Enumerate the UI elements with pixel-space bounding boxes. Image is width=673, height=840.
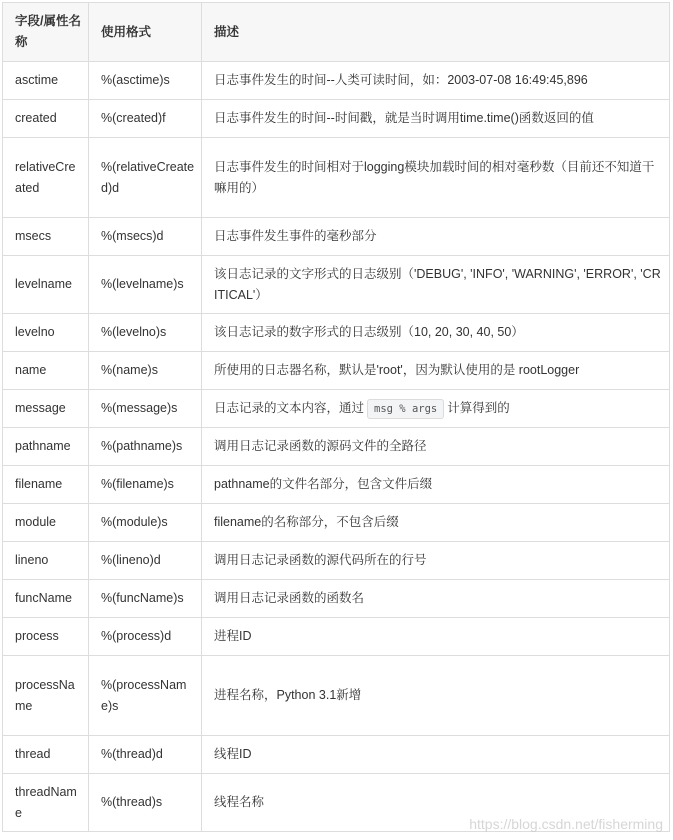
table-row (3, 352, 670, 390)
cell-format: %(msecs)d (89, 218, 202, 256)
table-row (3, 100, 670, 138)
cell-description: 所使用的日志器名称，默认是'root'，因为默认使用的是 rootLogger (202, 352, 670, 390)
cell-format: %(funcName)s (89, 580, 202, 618)
cell-name: threadName (3, 774, 89, 832)
cell-name: levelno (3, 314, 89, 352)
header-format: 使用格式 (89, 3, 202, 62)
cell-name: relativeCreated (3, 138, 89, 218)
cell-format: %(pathname)s (89, 428, 202, 466)
table-row (3, 774, 670, 832)
description-text: 日志记录的文本内容，通过 (214, 400, 365, 415)
cell-description: 日志事件发生的时间相对于logging模块加载时间的相对毫秒数（目前还不知道干嘛用的） (202, 138, 670, 218)
cell-name: module (3, 504, 89, 542)
cell-name: pathname (3, 428, 89, 466)
table-row (3, 256, 670, 314)
table-row (3, 428, 670, 466)
cell-description: pathname的文件名部分，包含文件后缀 (202, 466, 670, 504)
header-field-name: 字段/属性名称 (3, 3, 89, 62)
log-attributes-table (2, 2, 670, 832)
cell-description: filename的名称部分，不包含后缀 (202, 504, 670, 542)
cell-format: %(thread)d (89, 736, 202, 774)
cell-name: funcName (3, 580, 89, 618)
inline-code: msg % args (367, 399, 444, 419)
cell-name: processName (3, 656, 89, 736)
cell-description: 进程ID (202, 618, 670, 656)
cell-format: %(process)d (89, 618, 202, 656)
cell-description (202, 390, 670, 428)
cell-description: 日志事件发生事件的毫秒部分 (202, 218, 670, 256)
cell-format: %(processName)s (89, 656, 202, 736)
cell-name: levelname (3, 256, 89, 314)
cell-format: %(message)s (89, 390, 202, 428)
table-row (3, 390, 670, 428)
description-text: 计算得到的 (447, 400, 510, 415)
table-row (3, 62, 670, 100)
cell-name: msecs (3, 218, 89, 256)
cell-name: asctime (3, 62, 89, 100)
cell-name: name (3, 352, 89, 390)
cell-format: %(created)f (89, 100, 202, 138)
cell-format: %(module)s (89, 504, 202, 542)
table-row (3, 314, 670, 352)
cell-name: thread (3, 736, 89, 774)
cell-format: %(name)s (89, 352, 202, 390)
cell-format: %(levelname)s (89, 256, 202, 314)
cell-format: %(levelno)s (89, 314, 202, 352)
table-header-row (3, 3, 670, 62)
table-row (3, 218, 670, 256)
cell-format: %(filename)s (89, 466, 202, 504)
cell-name: message (3, 390, 89, 428)
cell-description: 日志事件发生的时间--时间戳，就是当时调用time.time()函数返回的值 (202, 100, 670, 138)
cell-name: process (3, 618, 89, 656)
cell-format: %(lineno)d (89, 542, 202, 580)
table-row (3, 656, 670, 736)
cell-name: lineno (3, 542, 89, 580)
table-row (3, 466, 670, 504)
table-row (3, 580, 670, 618)
table-row (3, 736, 670, 774)
cell-description: 日志事件发生的时间--人类可读时间，如：2003-07-08 16:49:45,896 (202, 62, 670, 100)
table-row (3, 618, 670, 656)
cell-description: 调用日志记录函数的源代码所在的行号 (202, 542, 670, 580)
cell-name: created (3, 100, 89, 138)
table-row (3, 138, 670, 218)
cell-description: 该日志记录的数字形式的日志级别（10, 20, 30, 40, 50） (202, 314, 670, 352)
cell-format: %(thread)s (89, 774, 202, 832)
cell-description: 该日志记录的文字形式的日志级别（'DEBUG', 'INFO', 'WARNING', 'ERROR', 'CRITICAL'） (202, 256, 670, 314)
cell-description: 线程ID (202, 736, 670, 774)
cell-name: filename (3, 466, 89, 504)
header-description: 描述 (202, 3, 670, 62)
cell-format: %(relativeCreated)d (89, 138, 202, 218)
cell-description: 调用日志记录函数的源码文件的全路径 (202, 428, 670, 466)
table-row (3, 504, 670, 542)
cell-format: %(asctime)s (89, 62, 202, 100)
cell-description: 进程名称，Python 3.1新增 (202, 656, 670, 736)
table-row (3, 542, 670, 580)
cell-description: 调用日志记录函数的函数名 (202, 580, 670, 618)
cell-description: 线程名称 (202, 774, 670, 832)
watermark: https://blog.csdn.net/fisherming (469, 816, 663, 832)
